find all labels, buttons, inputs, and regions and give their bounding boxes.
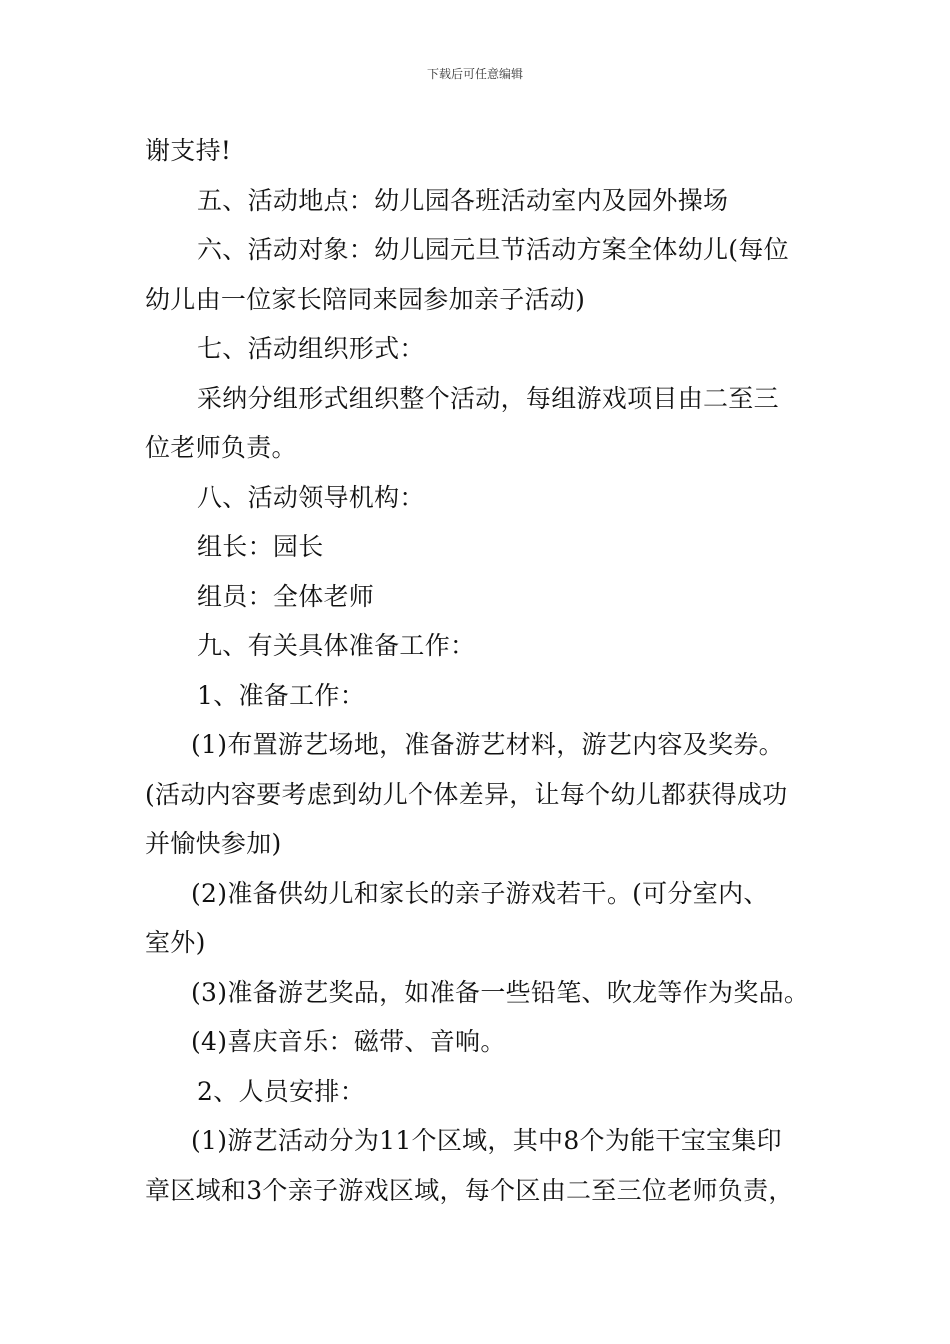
text-line: (活动内容要考虑到幼儿个体差异，让每个幼儿都获得成功 — [145, 779, 788, 809]
text-line: 五、活动地点：幼儿园各班活动室内及园外操场 — [197, 185, 729, 215]
page-header: 下载后可任意编辑 — [426, 67, 523, 81]
text-line: 室外) — [145, 928, 206, 957]
text-line: 幼儿由一位家长陪同来园参加亲子活动) — [145, 284, 586, 314]
text-line: 组长：园长 — [197, 532, 324, 561]
text-line: 位老师负责。 — [145, 433, 297, 462]
text-line: 九、有关具体准备工作： — [197, 631, 476, 660]
text-line: (1)布置游艺场地，准备游艺材料，游艺内容及奖券。 — [191, 730, 784, 759]
text-line: 章区域和3个亲子游戏区域，每个区由二至三位老师负责， — [145, 1175, 794, 1205]
text-line: 组员：全体老师 — [197, 581, 375, 611]
text-line: 八、活动领导机构： — [197, 482, 425, 512]
text-line: 1、准备工作： — [197, 680, 366, 710]
text-line: 六、活动对象：幼儿园元旦节活动方案全体幼儿(每位 — [197, 235, 789, 264]
document-body — [145, 126, 810, 1215]
text-line: 七、活动组织形式： — [197, 334, 425, 363]
text-line: (1)游艺活动分为11个区域，其中8个为能干宝宝集印 — [191, 1126, 782, 1155]
text-line: 并愉快参加) — [145, 829, 282, 858]
text-line: 2、人员安排： — [197, 1076, 366, 1106]
text-line: (4)喜庆音乐：磁带、音响。 — [191, 1027, 506, 1056]
text-line: (3)准备游艺奖品，如准备一些铅笔、吹龙等作为奖品。 — [191, 977, 810, 1007]
text-line: (2)准备供幼儿和家长的亲子游戏若干。(可分室内、 — [191, 878, 769, 908]
text-line: 谢支持! — [145, 136, 232, 165]
text-line: 采纳分组形式组织整个活动，每组游戏项目由二至三 — [197, 383, 779, 413]
